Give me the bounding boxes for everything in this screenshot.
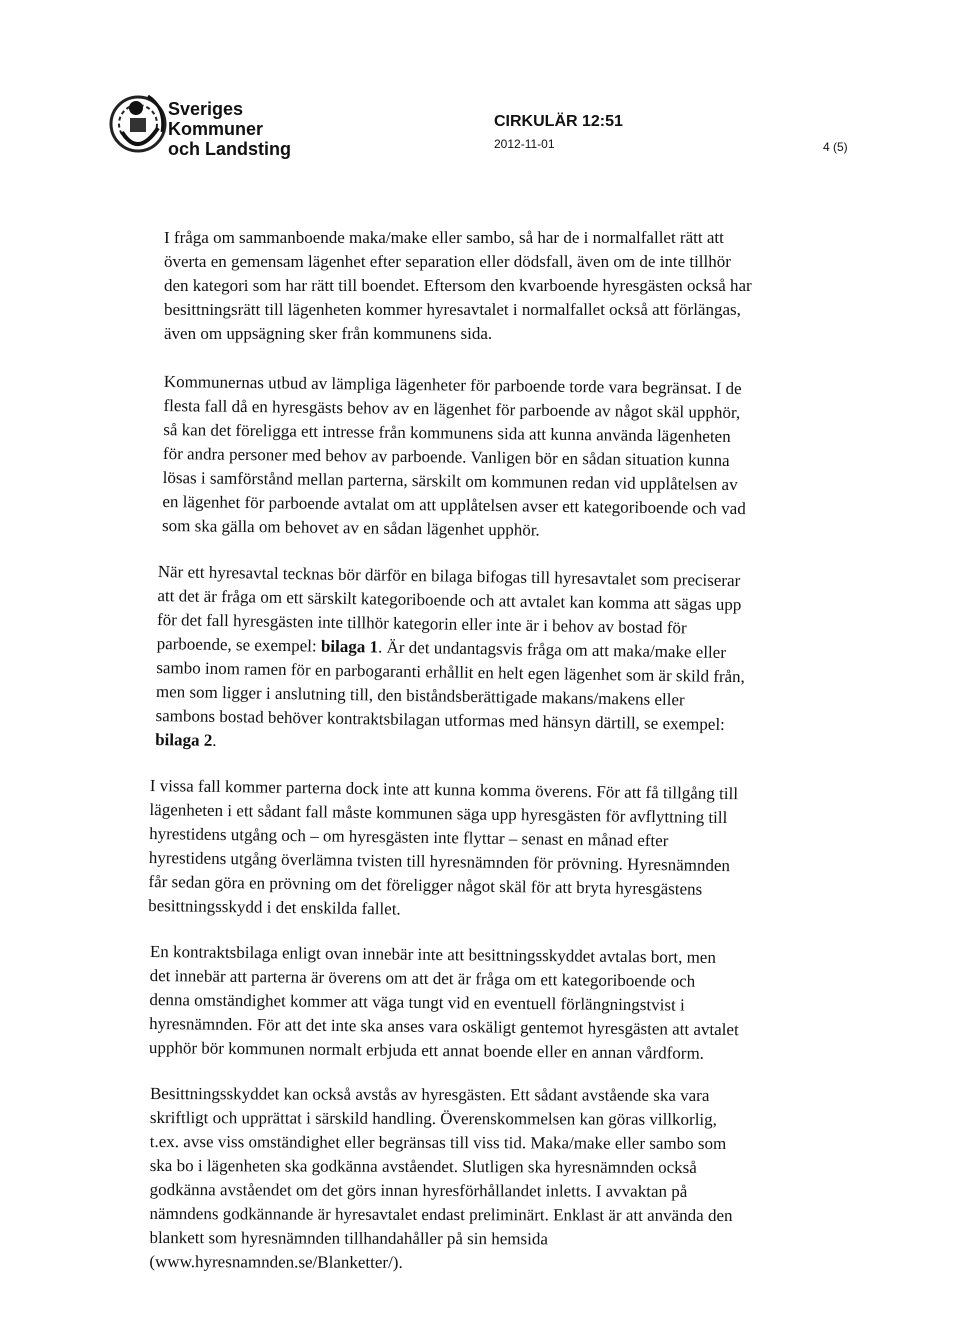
text-line: t.ex. avse viss omständighet eller begränsas till viss tid. Maka/make eller sambo som: [149, 1131, 727, 1154]
text-line: besittningsrätt till lägenheten kommer hyresavtalet i normalfallet också att förlängas,: [164, 300, 741, 319]
text-line: den kategori som har rätt till boendet. Eftersom den kvarboende hyresgästen också har: [164, 276, 752, 295]
text-line: för andra personer med behov av parboende. Vanligen bör en sådan situation kunna: [162, 443, 730, 470]
text-line: för det fall hyresgästen inte tillhör kategorin eller inte är i behov av bostad för: [156, 609, 687, 638]
paragraph-6: [149, 1082, 810, 1276]
org-line-3: och Landsting: [168, 139, 291, 159]
text-line: som ska gälla om behovet av en sådan lägenhet upphör.: [161, 515, 540, 540]
text-line: I fråga om sammanboende maka/make eller sambo, så har de i normalfallet rätt att: [164, 228, 724, 247]
text-segment: . Är det undantagsvis fråga om att maka/make eller: [377, 637, 727, 662]
text-line: En kontraktsbilaga enligt ovan innebär inte att besittningsskyddet avtalas bort, men: [149, 941, 717, 967]
attachment-reference-2: bilaga 2: [155, 729, 213, 750]
page-number: 4 (5): [823, 140, 848, 154]
skl-logo-icon: [108, 88, 170, 160]
text-line: en lägenhet för parboende avtalat om att upplåtelsen avser ett kategoriboende och vad: [162, 491, 746, 519]
text-line: men som ligger i anslutning till, den biståndsberättigade makans/makens eller: [155, 681, 685, 710]
text-line: När ett hyresavtal tecknas bör därför en bilaga bifogas till hyresavtalet som preciserar: [157, 561, 741, 591]
paragraph-4: [148, 774, 810, 927]
text-line: hyresnämnden. För att det inte ska anses vara oskäligt gentemot hyresgästen att avtalet: [149, 1013, 739, 1040]
text-line: sambons bostad behöver kontraktsbilagan utformas med hänsyn därtill, se exempel:: [155, 705, 726, 734]
text-line: hyrestidens utgång och – om hyresgästen inte flyttar – senast en månad efter: [149, 823, 669, 851]
text-line: blankett som hyresnämnden tillhandahåller på sin hemsida: [149, 1227, 548, 1249]
text-line: Kommunernas utbud av lämpliga lägenheter för parboende torde vara begränsat. I de: [163, 371, 742, 399]
paragraph-1: [164, 226, 810, 346]
text-line: upphör bör kommunen normalt erbjuda ett annat boende eller en annan vårdform.: [148, 1037, 705, 1063]
text-segment: .: [212, 730, 217, 750]
text-line: får sedan göra en prövning om det föreligger något skäl för att bryta hyresgästens: [148, 871, 703, 899]
text-line: även om uppsägning sker från kommunens sida.: [164, 324, 493, 343]
text-line: överta en gemensam lägenhet efter separation eller dödsfall, även om de inte tillhör: [164, 252, 731, 271]
website-link-text: (www.hyresnamnden.se/Blanketter/).: [149, 1251, 403, 1272]
org-line-2: Kommuner: [168, 119, 264, 139]
text-line: det innebär att parterna är överens om att det är fråga om ett kategoriboende och: [149, 965, 696, 991]
text-line: skriftligt och upprättat i särskild handling. Överenskommelsen kan göras villkorlig,: [149, 1107, 717, 1129]
circular-title: CIRKULÄR 12:51: [494, 113, 623, 130]
org-line-1: Sveriges: [168, 99, 244, 119]
document-body: [150, 226, 810, 1274]
text-line: lösas i samförstånd mellan parterna, särskilt om kommunen redan vid upplåtelsen av: [162, 467, 738, 495]
text-segment: parboende, se exempel:: [156, 633, 322, 656]
text-line: besittningsskydd i det enskilda fallet.: [148, 895, 401, 919]
paragraph-5: [149, 940, 810, 1067]
organization-name: [168, 99, 291, 159]
text-line: nämndens godkännande är hyresavtalet endast preliminärt. Enklast är att använda den: [149, 1203, 733, 1226]
text-line: sambo inom ramen för en parbogaranti erhållit en helt egen lägenhet som är skild från,: [156, 657, 746, 687]
text-line: ska bo i lägenheten ska godkänna avståendet. Slutligen ska hyresnämnden också: [149, 1155, 697, 1177]
text-line: denna omständighet kommer att väga tungt vid en eventuell förlängningstvist i: [149, 989, 685, 1015]
text-line: lägenheten i ett sådant fall måste kommunen säga upp hyresgästen för avflyttning till: [149, 799, 728, 828]
text-line: så kan det föreligga ett intresse från kommunens sida att kunna använda lägenheten: [163, 419, 731, 446]
text-line: hyrestidens utgång överlämna tvisten till hyresnämnden för prövning. Hyresnämnden: [148, 847, 731, 876]
text-line: Besittningsskyddet kan också avstås av hyresgästen. Ett sådant avstående ska vara: [149, 1084, 710, 1105]
circular-date: 2012-11-01: [494, 137, 555, 151]
paragraph-2: [162, 370, 810, 546]
text-line: flesta fall då en hyresgästs behov av en lägenhet för parboende av något skäl upphör,: [163, 395, 741, 423]
attachment-reference-1: bilaga 1: [320, 636, 379, 657]
text-line: godkänna avståendet om det görs innan hyresförhållandet inletts. I avvaktan på: [149, 1179, 688, 1201]
text-line: I vissa fall kommer parterna dock inte att kunna komma överens. För att få tillgång till: [149, 775, 739, 804]
text-line: att det är fråga om ett särskilt kategoriboende och att avtalet kan komma att sägas upp: [157, 585, 742, 615]
paragraph-3: [155, 560, 810, 762]
